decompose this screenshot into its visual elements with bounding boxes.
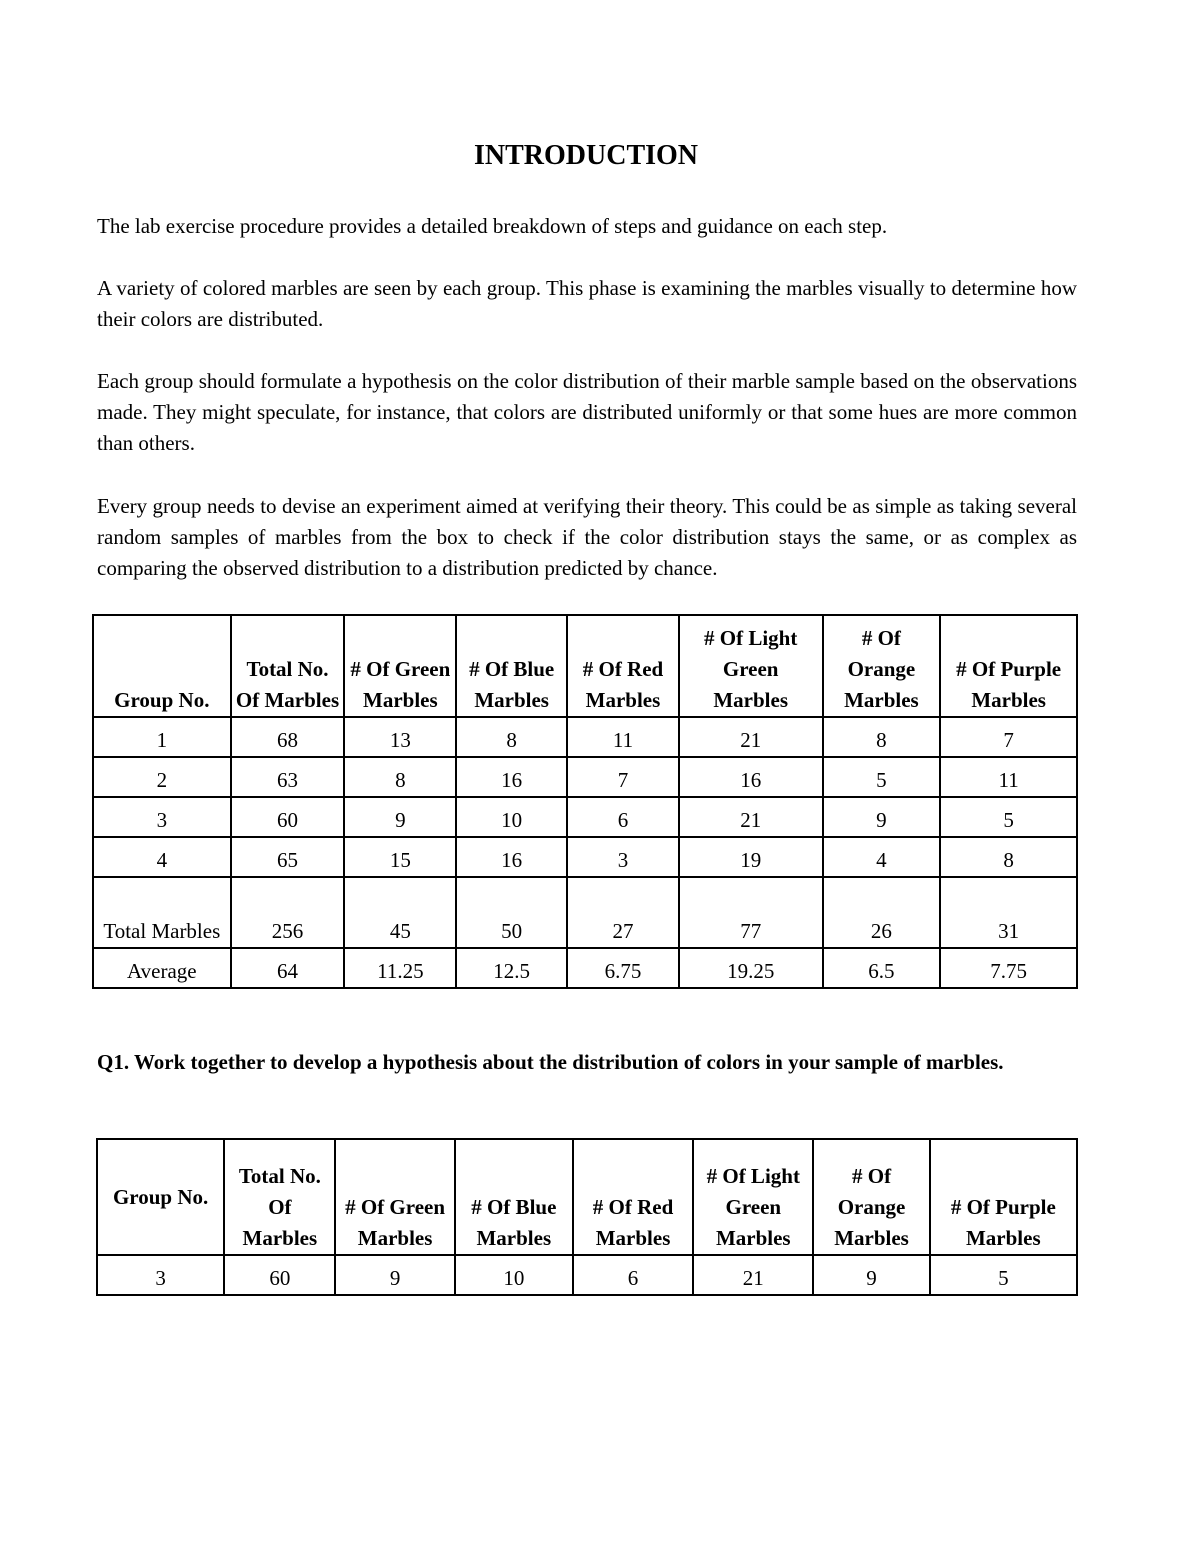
table-cell: 77 xyxy=(679,877,823,948)
table-cell: 10 xyxy=(455,1255,573,1295)
intro-paragraph-4: Every group needs to devise an experiment aimed at verifying their theory. This could be as simple as taking several random samples of marbles from the box to check if the color distribution stays the same, or as complex as comparing the observed distribution to a distribution predicted by chance. xyxy=(97,494,1077,580)
table-cell: 4 xyxy=(93,837,231,877)
table-cell: 15 xyxy=(344,837,456,877)
table-cell: 64 xyxy=(231,948,345,988)
table-cell: 5 xyxy=(930,1255,1077,1295)
table-cell: 19.25 xyxy=(679,948,823,988)
table-cell: 10 xyxy=(456,797,567,837)
header-cell: # Of Purple Marbles xyxy=(930,1139,1077,1255)
header-cell: # Of Light Green Marbles xyxy=(693,1139,813,1255)
header-cell: # Of Light Green Marbles xyxy=(679,615,823,717)
header-cell: Group No. xyxy=(93,615,231,717)
table-cell: 12.5 xyxy=(456,948,567,988)
table-cell: 6.5 xyxy=(823,948,941,988)
table-cell: 26 xyxy=(823,877,941,948)
table-cell: 19 xyxy=(679,837,823,877)
table-cell: 8 xyxy=(940,837,1077,877)
table-cell: 13 xyxy=(344,717,456,757)
intro-paragraph-3: Each group should formulate a hypothesis on the color distribution of their marble sample based on the observations made. They might speculate, for instance, that colors are distributed uniformly or that some hues are more common than others. xyxy=(97,369,1077,455)
table-cell: 3 xyxy=(97,1255,224,1295)
header-cell: Total No. Of Marbles xyxy=(231,615,345,717)
table-cell: 16 xyxy=(456,757,567,797)
marbles-table-group-3 xyxy=(96,1138,1078,1296)
table-cell: 5 xyxy=(940,797,1077,837)
table-header-row xyxy=(97,1139,1077,1255)
table-cell: 16 xyxy=(679,757,823,797)
table-row-average xyxy=(93,948,1077,988)
header-cell: # Of Blue Marbles xyxy=(455,1139,573,1255)
header-cell: # Of Orange Marbles xyxy=(813,1139,929,1255)
table-cell: Total Marbles xyxy=(93,877,231,948)
table-cell: 9 xyxy=(335,1255,454,1295)
table-cell: 11.25 xyxy=(344,948,456,988)
table-cell: 7 xyxy=(940,717,1077,757)
table-row xyxy=(93,717,1077,757)
table-header-row xyxy=(93,615,1077,717)
table-cell: 45 xyxy=(344,877,456,948)
table-row-total xyxy=(93,877,1077,948)
table-cell: 21 xyxy=(693,1255,813,1295)
table-cell: 7 xyxy=(567,757,679,797)
table-cell: 3 xyxy=(93,797,231,837)
table-cell: 6.75 xyxy=(567,948,679,988)
intro-paragraph-1: The lab exercise procedure provides a detailed breakdown of steps and guidance on each step. xyxy=(97,214,888,238)
table-cell: Average xyxy=(93,948,231,988)
marbles-table-all-groups xyxy=(92,614,1078,989)
intro-paragraph-2: A variety of colored marbles are seen by each group. This phase is examining the marbles visually to determine how their colors are distributed. xyxy=(97,276,1077,331)
table-cell: 60 xyxy=(231,797,345,837)
table-cell: 11 xyxy=(940,757,1077,797)
table-cell: 31 xyxy=(940,877,1077,948)
table-cell: 256 xyxy=(231,877,345,948)
header-cell: # Of Green Marbles xyxy=(335,1139,454,1255)
table-cell: 60 xyxy=(224,1255,335,1295)
header-cell: # Of Red Marbles xyxy=(567,615,679,717)
table-cell: 4 xyxy=(823,837,941,877)
table-row xyxy=(93,837,1077,877)
table-cell: 2 xyxy=(93,757,231,797)
table-row xyxy=(93,797,1077,837)
header-cell: # Of Blue Marbles xyxy=(456,615,567,717)
table-row xyxy=(93,757,1077,797)
table-cell: 50 xyxy=(456,877,567,948)
table-cell: 21 xyxy=(679,717,823,757)
table-cell: 6 xyxy=(567,797,679,837)
header-cell: Total No. Of Marbles xyxy=(224,1139,335,1255)
table-cell: 27 xyxy=(567,877,679,948)
table-cell: 6 xyxy=(573,1255,693,1295)
table-cell: 1 xyxy=(93,717,231,757)
table-cell: 63 xyxy=(231,757,345,797)
table-cell: 9 xyxy=(823,797,941,837)
table-cell: 8 xyxy=(456,717,567,757)
page-title: INTRODUCTION xyxy=(473,140,699,171)
question-q1: Q1. Work together to develop a hypothesis about the distribution of colors in your sample of marbles. xyxy=(97,1050,1004,1074)
table-cell: 8 xyxy=(344,757,456,797)
table-cell: 7.75 xyxy=(940,948,1077,988)
header-cell: # Of Orange Marbles xyxy=(823,615,941,717)
table-cell: 65 xyxy=(231,837,345,877)
table-cell: 68 xyxy=(231,717,345,757)
table-row xyxy=(97,1255,1077,1295)
table-cell: 5 xyxy=(823,757,941,797)
header-cell: # Of Purple Marbles xyxy=(940,615,1077,717)
header-cell: # Of Green Marbles xyxy=(344,615,456,717)
table-cell: 16 xyxy=(456,837,567,877)
table-cell: 9 xyxy=(813,1255,929,1295)
table-cell: 3 xyxy=(567,837,679,877)
table-cell: 11 xyxy=(567,717,679,757)
table-cell: 21 xyxy=(679,797,823,837)
header-cell: Group No. xyxy=(97,1139,224,1255)
header-cell: # Of Red Marbles xyxy=(573,1139,693,1255)
table-cell: 8 xyxy=(823,717,941,757)
table-cell: 9 xyxy=(344,797,456,837)
